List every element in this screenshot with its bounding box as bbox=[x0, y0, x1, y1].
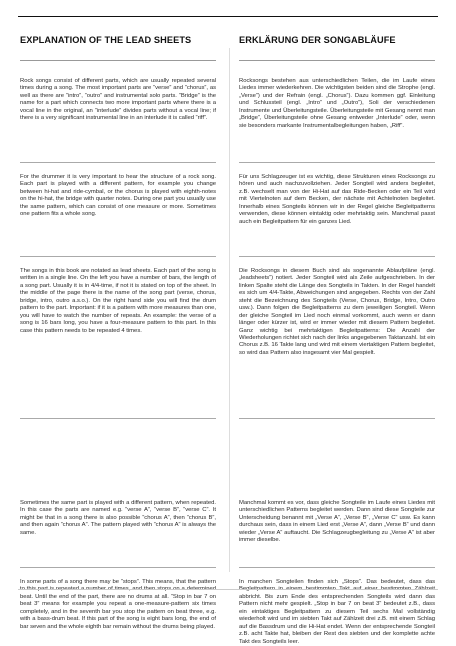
left-divider-3 bbox=[20, 418, 216, 419]
right-heading-rule bbox=[239, 60, 435, 61]
left-heading-rule bbox=[20, 60, 216, 61]
left-heading: EXPLANATION OF THE LEAD SHEETS bbox=[20, 35, 192, 45]
right-divider-3 bbox=[239, 418, 435, 419]
right-paragraph-4: Manchmal kommt es vor, dass gleiche Songteile im Laufe eines Liedes mit unterschiedlichen Patterns begleitet werden. Dann sind diese Songteile zur Unterscheidung benannt mit „Verse A“, „Verse B“, „Verse C“ usw. Es kann durchaus sein, dass in einem Lied erst „Verse A“, dann „Verse B“ und dann wieder „Verse A“ auftaucht. Die Schlagzeugbegleitung zu „Verse A“ ist aber immer dieselbe. bbox=[239, 499, 435, 544]
left-paragraph-2: For the drummer it is very important to hear the structure of a rock song. Each part is played with a different pattern, for example you change between hi-hat and ride-cymbal, or the chorus is played with eighth-notes on the hi-hat, the bridge with quarter notes. During one part you usually use the same pattern, which can consist of one measure or more. Sometimes one pattern fits a whole song. bbox=[20, 173, 216, 218]
right-paragraph-1: Rocksongs bestehen aus unterschiedlichen Teilen, die im Laufe eines Liedes immer wiederkehren. Die wichtigsten beiden sind die Strophe (engl. „Verse“) und der Refrain (engl. „Chorus“). Dazu kommen ggf. Einleitung und Schlussteil (engl. „Intro“ und „Outro“), Soli der verschiedenen Instrumente und Überleitungsteile. Überleitungsteile mit Gesang nennt man „Bridge“, Überleitungsteile ohne Gesang entweder „Interlude“ oder, wenn sie besonders markante Instrumentalbegleitungen haben, „Riff“. bbox=[239, 77, 435, 129]
left-divider-2 bbox=[20, 256, 216, 257]
column-separator bbox=[229, 48, 230, 572]
bottom-rule bbox=[18, 589, 438, 590]
left-paragraph-1: Rock songs consist of different parts, which are usually repeated several times during a song. The most important parts are “verse” and “chorus”, as well as there are “intro”, “outro” and instrumental solo parts. “Bridge” is the name for a part which connects two more important parts where there is a vocal line in the original, an “interlude” divides parts without a vocal line; if there is a very significant instrumental line in an interlude it is called “riff”. bbox=[20, 77, 216, 122]
right-heading: ERKLÄRUNG DER SONGABLÄUFE bbox=[239, 35, 396, 45]
right-paragraph-5: In manchen Songteilen finden sich „Stops“. Das bedeutet, dass das Begleitpattern in einem bestimmten Takt auf einer bestimmten Zählzeit abbricht. Bis zum Ende des entsprechenden Songteils wird dann das Pattern nicht mehr gespielt. „Stop in bar 7 on beat 3“ bedeutet z.B., dass ein eintaktiges Begleitpattern zu diesem Teil sechs Mal vollständig wiederholt wird und im siebten Takt auf Zählzeit drei z.B. mit einem Schlag auf die Bassdrum und die Hi-Hat endet. Wenn der entsprechende Songteil z.B. acht Takte hat, bleiben der Rest des siebten und der komplette achte Takt des Songteils leer. bbox=[239, 578, 435, 645]
right-paragraph-2: Für uns Schlagzeuger ist es wichtig, diese Strukturen eines Rocksongs zu hören und auch nachzuvollziehen. Jeder Songteil wird anders begleitet, z.B. wechselt man von der Hi-Hat auf das Ride-Becken oder ein Teil wird mit Viertelnoten auf dem Becken, der nächste mit Achtelnoten begleitet. Innerhalb eines Songteils können wir in der Regel gleiche Begleitpatterns verwenden, diese können eintaktig oder mehrtaktig sein. Manchmal passt auch ein Begleitpattern für ein ganzes Lied. bbox=[239, 173, 435, 225]
top-rule bbox=[18, 16, 438, 17]
left-divider-1 bbox=[20, 162, 216, 163]
right-divider-2 bbox=[239, 256, 435, 257]
left-divider-4 bbox=[20, 567, 216, 568]
left-paragraph-3: The songs in this book are notated as lead sheets. Each part of the song is written in a single line. On the left you have a number of bars, the length of a song part. Usually it is in 4/4-time, if not it is stated on top of the sheet. In the middle of the page there is the name of the song part (verse, chorus, bridge, intro, outro a.s.o.). On the right hand side you will find the drum pattern to the part. Important: if it is a pattern with more measures than one, you will have to watch the number of repeats. An example: the verse of a song is 16 bars long, you have a four-measure pattern to this part. In this case this pattern needs to be repeated 4 times. bbox=[20, 267, 216, 334]
left-column bbox=[20, 20, 216, 630]
right-column bbox=[239, 20, 435, 645]
right-paragraph-3: Die Rocksongs in diesem Buch sind als sogenannte Ablaufpläne (engl. „leadsheets“) notiert. Jeder Songteil wird als Zeile aufgeschrieben. In der linken Spalte steht die Länge des Songteils in Takten. In der Regel handelt es sich um 4/4-Takte, Abweichungen sind angegeben. Rechts von der Zahl steht die Bezeichnung des Songteils (Verse, Chorus, Bridge, Intro, Outro usw.). Dann folgen die Begleitpatterns zu dem jeweiligen Songteil. Wenn der gleiche Songteil im Lied noch einmal vorkommt, auch wenn er dann länger oder kürzer ist, wird er immer wieder mit diesem Pattern begleitet. Ganz wichtig bei mehrtaktigen Begleitpatterns: Die Anzahl der Wiederholungen richtet sich nach der links angegebenen Taktanzahl. Ist ein Chorus z.B. 16 Takte lang und wird mit einem viertaktigen Pattern begleitet, so wird das Pattern also insgesamt vier Mal gespielt. bbox=[239, 267, 435, 356]
right-divider-4 bbox=[239, 567, 435, 568]
left-paragraph-5: In some parts of a song there may be “stops”. This means, that the pattern to this part is repeated a number of times, and then stops on a determined beat. Until the end of the part, there are no drums at all. “Stop in bar 7 on beat 3” means for example you repeat a one-measure-pattern six times completely, and in the seventh bar you stop the pattern on beat three, e.g. with a bass-drum beat. If this part of the song is eight bars long, the end of bar seven and the whole eighth bar remain without the drums being played. bbox=[20, 578, 216, 630]
left-paragraph-4: Sometimes the same part is played with a different pattern, when repeated. In this case the parts are named e.g. “verse A”, “verse B”, “verse C”. It might be that in a song there is also possible “chorus A”, then “chorus B”, and then again “chorus A”. The pattern played with “chorus A” is always the same. bbox=[20, 499, 216, 536]
right-divider-1 bbox=[239, 162, 435, 163]
